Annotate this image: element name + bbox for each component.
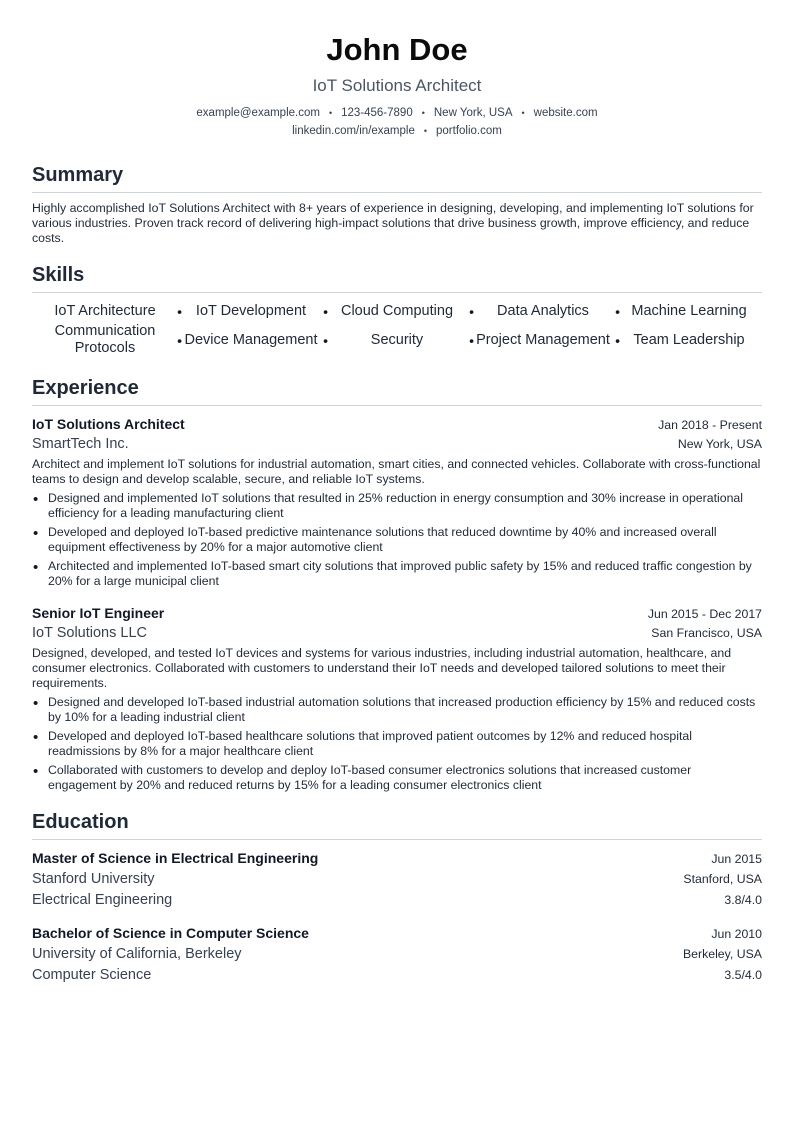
job-bullet: • Architected and implemented IoT-based smart city solutions that improved public safety by 15% and reduced traffic congestion by 20% for a large municipal client	[32, 559, 762, 589]
job-description: Architect and implement IoT solutions for industrial automation, smart cities, and connected vehicles. Collaborate with cross-functional teams to design and develop scalable, secure, and reliable IoT systems.	[32, 457, 761, 486]
experience-heading: Experience	[32, 375, 762, 406]
job-description: Designed, developed, and tested IoT devices and systems for various industries, including industrial automation, healthcare, and consumer electronics. Collaborated with customers to understand their IoT needs and developed tailored solutions to meet their requirements.	[32, 646, 732, 690]
job-company: SmartTech Inc.	[32, 436, 129, 452]
skill-item: Data Analytics •	[470, 301, 616, 321]
job-header-row	[32, 414, 762, 434]
skill-item: IoT Architecture •	[32, 301, 178, 321]
skill-item: Device Management •	[178, 321, 324, 359]
job-dates: Jun 2015 - Dec 2017	[647, 607, 762, 621]
experience-section	[32, 375, 762, 793]
education-entry	[32, 923, 762, 986]
education-date: Jun 2010	[711, 927, 762, 941]
summary-heading: Summary	[32, 162, 762, 193]
contact-row-primary	[32, 104, 762, 122]
job-company-row	[32, 434, 762, 455]
education-field-row	[32, 890, 762, 911]
job-dates: Jan 2018 - Present	[658, 418, 762, 432]
contact-phone[interactable]: 123-456-7890	[341, 107, 413, 119]
education-field: Computer Science	[32, 967, 152, 983]
summary-section	[32, 162, 762, 246]
skill-item: Project Management •	[470, 321, 616, 359]
contact-email[interactable]: example@example.com	[196, 107, 320, 119]
education-section	[32, 809, 762, 986]
job-bullet: • Designed and implemented IoT solutions that resulted in 25% reduction in energy consumption and 30% increase in operational efficiency for a leading manufacturing client	[32, 491, 762, 521]
contact-separator: •	[423, 126, 428, 136]
skill-item: IoT Development •	[178, 301, 324, 321]
job-entry	[32, 603, 762, 793]
job-bullet: • Collaborated with customers to develop and deploy IoT-based consumer electronics solutions that increased customer engagement by 20% and reduced returns by 15% for a leading consumer electronics client	[32, 763, 762, 793]
summary-text: Highly accomplished IoT Solutions Architect with 8+ years of experience in designing, developing, and implementing IoT solutions for various industries. Proven track record of delivering high-impact solutions that drive business growth, improve efficiency, and reduce costs.	[32, 201, 754, 245]
contact-location: New York, USA	[433, 107, 513, 119]
education-field-row	[32, 965, 762, 986]
job-company: IoT Solutions LLC	[32, 625, 147, 641]
contact-separator: •	[421, 108, 425, 118]
education-school-row	[32, 869, 762, 890]
job-bullet: • Developed and deployed IoT-based healthcare solutions that improved patient outcomes by 12% and reduced hospital readmissions by 8% for a major healthcare client	[32, 729, 762, 759]
skill-item: Machine Learning	[631, 302, 747, 319]
education-degree-row	[32, 848, 762, 869]
job-bullets	[32, 695, 762, 793]
contact-website[interactable]: website.com	[533, 107, 598, 119]
contact-linkedin[interactable]: linkedin.com/in/example	[292, 125, 415, 137]
skills-heading: Skills	[32, 262, 762, 293]
skills-section	[32, 262, 762, 359]
contact-row-secondary	[32, 122, 762, 140]
education-location: Stanford, USA	[683, 872, 762, 886]
skill-item: Security •	[324, 321, 470, 359]
job-bullets	[32, 491, 762, 589]
education-school: University of California, Berkeley	[32, 946, 242, 962]
contact-separator: •	[328, 108, 333, 118]
education-degree: Master of Science in Electrical Engineering	[32, 850, 319, 866]
education-date: Jun 2015	[711, 852, 762, 866]
education-degree: Bachelor of Science in Computer Science	[32, 925, 309, 941]
resume-header	[32, 0, 762, 140]
education-school: Stanford University	[32, 871, 155, 887]
education-gpa: 3.5/4.0	[724, 968, 762, 982]
job-bullet: • Developed and deployed IoT-based predictive maintenance solutions that reduced downtime by 40% and increased overall equipment effectiveness by 20% for a major automotive client	[32, 525, 762, 555]
job-location: San Francisco, USA	[651, 626, 762, 640]
job-role: Senior IoT Engineer	[32, 605, 165, 621]
education-heading: Education	[32, 809, 762, 840]
job-entry	[32, 414, 762, 589]
skill-item: Team Leadership	[633, 331, 745, 348]
education-school-row	[32, 944, 762, 965]
education-gpa: 3.8/4.0	[724, 893, 762, 907]
skill-item: Cloud Computing •	[324, 301, 470, 321]
education-entry	[32, 848, 762, 911]
candidate-name: John Doe	[326, 32, 468, 67]
job-location: New York, USA	[677, 437, 762, 451]
contact-separator: •	[521, 108, 525, 118]
job-bullet: • Designed and developed IoT-based industrial automation solutions that increased production efficiency by 15% and reduced costs by 10% for a leading industrial client	[32, 695, 762, 725]
candidate-title: IoT Solutions Architect	[312, 76, 482, 95]
education-location: Berkeley, USA	[682, 947, 762, 961]
skill-item: Communication Protocols •	[32, 321, 178, 359]
job-role: IoT Solutions Architect	[32, 416, 185, 432]
education-field: Electrical Engineering	[32, 892, 173, 908]
skills-grid	[32, 301, 762, 359]
education-degree-row	[32, 923, 762, 944]
job-header-row	[32, 603, 762, 623]
contact-portfolio[interactable]: portfolio.com	[436, 125, 502, 137]
job-company-row	[32, 623, 762, 644]
